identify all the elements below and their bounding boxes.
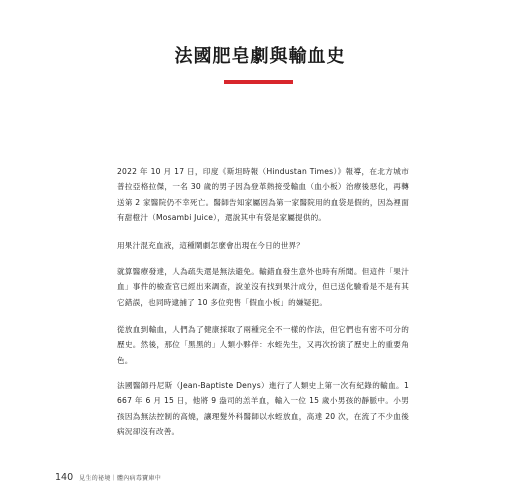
body-paragraph-1: 2022 年 10 月 17 日，印度《斯坦時報（Hindustan Times）》報導，在北方城市普拉亞格拉傑，一名 30 歲的男子因為登革熱接受輸血（血小板）治療後惡化，再轉送第 2 家醫院仍不幸死亡。醫師告知家屬因為第一家醫院用的血袋是假的，因為裡面有甜橙汁（Mosambi Juice），還說其中有袋是家屬提供的。 — [117, 167, 409, 223]
body-paragraph-3: 就算醫療發達，人為疏失還是無法避免。輸錯血發生意外也時有所聞。但這件「果汁血」事件的檢查官已經出來調查，說並沒有找到果汁成分，但已送化驗看是不是有其它錯誤，也同時逮捕了 10 多位兜售「假血小板」的嫌疑犯。 — [117, 267, 409, 307]
running-title: 見生的祕境｜體內病毒寶庫中 — [79, 475, 162, 482]
body-paragraph-4: 從放血到輸血，人們為了健康採取了兩種完全不一樣的作法，但它們也有密不可分的歷史。然後，那位「黑黑的」人類小夥伴：水蛭先生，又再次扮演了歷史上的重要角色。 — [117, 325, 409, 365]
chapter-title: 法國肥皂劇與輸血史 — [174, 46, 346, 67]
body-paragraph-5: 法國醫師丹尼斯（Jean-Baptiste Denys）進行了人類史上第一次有紀錄的輸血。1667 年 6 月 15 日，他將 9 盎司的羔羊血，輸入一位 15 歲小男孩的靜脈中。小男孩因為無法控制的高燒，讓理髮外科醫師以水蛭放血，高達 20 次，在流了不少血後病況卻沒有改善。 — [117, 381, 409, 437]
page-number: 140 — [55, 472, 74, 483]
title-accent-rule — [224, 80, 293, 84]
body-paragraph-2: 用果汁混充血液，這種鬧劇怎麼會出現在今日的世界？ — [117, 241, 305, 250]
page-footer — [55, 472, 161, 483]
